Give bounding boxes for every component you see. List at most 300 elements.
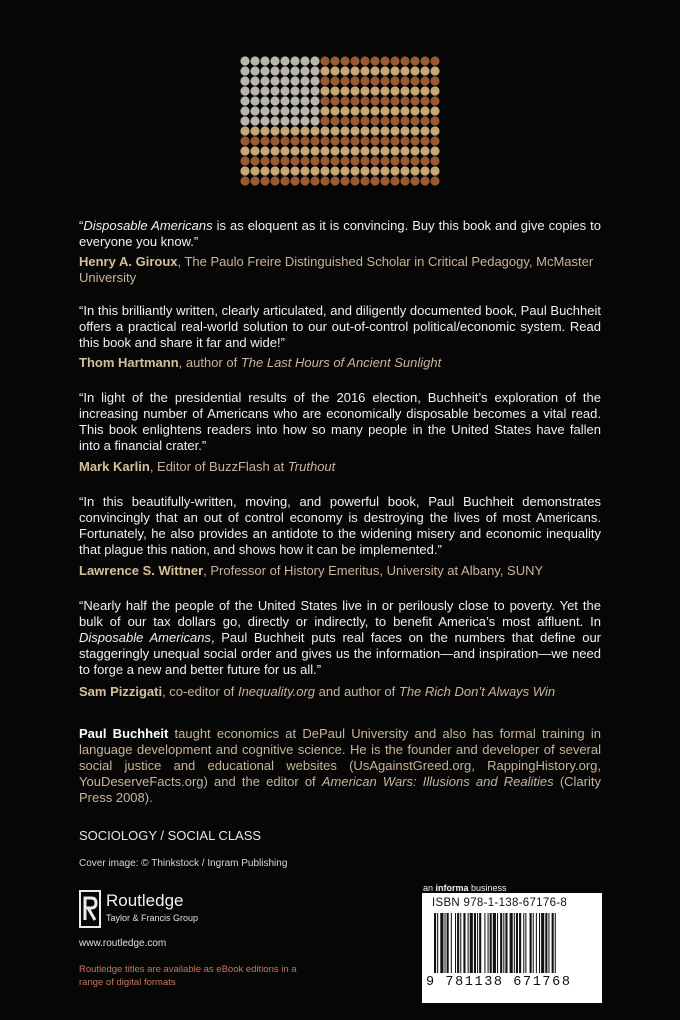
coin-penny <box>390 76 399 85</box>
coin-penny <box>390 136 399 145</box>
coin-penny <box>260 176 269 185</box>
coin-penny <box>420 166 429 175</box>
coin-penny <box>430 96 439 105</box>
barcode-bar <box>451 913 452 973</box>
coin-penny <box>400 76 409 85</box>
barcode-bar <box>545 913 547 973</box>
coin-penny <box>330 106 339 115</box>
coin-penny <box>350 156 359 165</box>
coin-penny <box>370 136 379 145</box>
coin-penny <box>380 106 389 115</box>
coin-penny <box>370 166 379 175</box>
coin-penny <box>430 176 439 185</box>
coin-penny <box>330 86 339 95</box>
coin-penny <box>400 136 409 145</box>
coin-penny <box>340 66 349 75</box>
coin-penny <box>350 96 359 105</box>
coin-penny <box>240 136 249 145</box>
coin-dime <box>240 116 249 125</box>
coin-penny <box>380 116 389 125</box>
coin-dime <box>260 86 269 95</box>
coin-penny <box>400 146 409 155</box>
coin-penny <box>400 156 409 165</box>
coin-penny <box>330 176 339 185</box>
barcode-bar <box>490 913 492 973</box>
coin-penny <box>420 116 429 125</box>
coin-penny <box>240 176 249 185</box>
barcode-bar <box>447 913 449 973</box>
coin-penny <box>410 66 419 75</box>
coin-penny <box>400 56 409 65</box>
coin-flag-image <box>240 56 440 188</box>
coin-penny <box>430 56 439 65</box>
coin-penny <box>420 156 429 165</box>
coin-penny <box>360 156 369 165</box>
barcode-bar <box>468 913 469 973</box>
coin-dime <box>290 56 299 65</box>
coin-penny <box>330 146 339 155</box>
coin-penny <box>270 126 279 135</box>
coin-penny <box>310 166 319 175</box>
coin-dime <box>260 56 269 65</box>
coin-penny <box>320 106 329 115</box>
coin-penny <box>420 96 429 105</box>
routledge-emblem-icon <box>79 890 101 928</box>
coin-dime <box>300 76 309 85</box>
subject-category: SOCIOLOGY / SOCIAL CLASS <box>79 828 262 843</box>
coin-penny <box>340 126 349 135</box>
coin-penny <box>320 126 329 135</box>
coin-penny <box>370 66 379 75</box>
coin-penny <box>370 86 379 95</box>
barcode-bar <box>493 913 496 973</box>
coin-penny <box>410 136 419 145</box>
coin-penny <box>240 156 249 165</box>
coin-penny <box>430 76 439 85</box>
coin-penny <box>330 96 339 105</box>
coin-penny <box>420 176 429 185</box>
coin-penny <box>280 146 289 155</box>
coin-dime <box>290 76 299 85</box>
coin-penny <box>430 156 439 165</box>
coin-penny <box>390 126 399 135</box>
barcode-bar <box>460 913 461 973</box>
coin-dime <box>310 106 319 115</box>
barcode-bar <box>463 913 465 973</box>
coin-penny <box>260 126 269 135</box>
coin-penny <box>260 136 269 145</box>
coin-penny <box>390 86 399 95</box>
coin-dime <box>270 86 279 95</box>
barcode-bar <box>523 913 524 973</box>
coin-penny <box>320 86 329 95</box>
barcode-bar <box>539 913 540 973</box>
coin-penny <box>340 156 349 165</box>
coin-dime <box>240 66 249 75</box>
coin-penny <box>390 66 399 75</box>
coin-penny <box>320 96 329 105</box>
coin-penny <box>270 146 279 155</box>
coin-penny <box>370 116 379 125</box>
coin-penny <box>290 126 299 135</box>
coin-penny <box>350 176 359 185</box>
coin-penny <box>410 146 419 155</box>
barcode-bar <box>519 913 521 973</box>
coin-penny <box>330 76 339 85</box>
coin-penny <box>260 156 269 165</box>
coin-dime <box>280 86 289 95</box>
coin-penny <box>280 136 289 145</box>
coin-penny <box>250 126 259 135</box>
barcode-bar <box>484 913 485 973</box>
coin-penny <box>430 66 439 75</box>
coin-penny <box>360 136 369 145</box>
coin-penny <box>350 106 359 115</box>
coin-penny <box>280 166 289 175</box>
coin-penny <box>240 146 249 155</box>
coin-penny <box>360 56 369 65</box>
coin-penny <box>260 146 269 155</box>
coin-penny <box>360 106 369 115</box>
coin-penny <box>380 176 389 185</box>
coin-penny <box>260 166 269 175</box>
ebook-note: Routledge titles are available as eBook editions in a range of digital formats <box>79 964 297 988</box>
coin-penny <box>390 116 399 125</box>
publisher-logo <box>79 890 239 930</box>
coin-penny <box>380 166 389 175</box>
coin-penny <box>290 166 299 175</box>
coin-dime <box>300 66 309 75</box>
coin-penny <box>420 76 429 85</box>
coin-penny <box>280 176 289 185</box>
coin-penny <box>320 146 329 155</box>
coin-dime <box>280 96 289 105</box>
barcode-bar <box>440 913 443 973</box>
coin-penny <box>320 56 329 65</box>
coin-dime <box>250 86 259 95</box>
coin-dime <box>280 56 289 65</box>
coin-penny <box>400 126 409 135</box>
coin-penny <box>420 136 429 145</box>
coin-penny <box>300 176 309 185</box>
coin-penny <box>310 136 319 145</box>
barcode-bar <box>533 913 534 973</box>
coin-penny <box>400 66 409 75</box>
coin-penny <box>320 66 329 75</box>
coin-penny <box>320 136 329 145</box>
coin-penny <box>350 56 359 65</box>
coin-penny <box>430 146 439 155</box>
barcode-bar <box>530 913 532 973</box>
coin-dime <box>300 96 309 105</box>
coin-penny <box>410 156 419 165</box>
coin-penny <box>340 96 349 105</box>
barcode-bar <box>470 913 473 973</box>
coin-dime <box>260 66 269 75</box>
coin-penny <box>370 146 379 155</box>
coin-penny <box>420 146 429 155</box>
coin-dime <box>260 76 269 85</box>
coin-penny <box>410 76 419 85</box>
coin-penny <box>380 136 389 145</box>
coin-penny <box>370 106 379 115</box>
coin-penny <box>340 106 349 115</box>
coin-penny <box>430 136 439 145</box>
coin-penny <box>390 106 399 115</box>
coin-dime <box>290 116 299 125</box>
barcode-bars <box>434 913 592 973</box>
coin-penny <box>430 116 439 125</box>
coin-penny <box>340 76 349 85</box>
coin-penny <box>360 166 369 175</box>
coin-penny <box>430 106 439 115</box>
coin-dime <box>310 66 319 75</box>
coin-penny <box>330 136 339 145</box>
coin-penny <box>370 96 379 105</box>
coin-dime <box>250 56 259 65</box>
barcode-bar <box>525 913 526 973</box>
quote-hartmann: “In this brilliantly written, clearly articulated, and diligently documented book, Paul Buchheit offers a practical real-world solution to our out-of-control political/economic system. Read this book and share it far and wide!” <box>79 303 601 350</box>
barcode-bar <box>505 913 507 973</box>
coin-penny <box>380 126 389 135</box>
coin-penny <box>420 126 429 135</box>
coin-penny <box>330 116 339 125</box>
coin-penny <box>340 146 349 155</box>
coin-penny <box>390 96 399 105</box>
coin-penny <box>380 86 389 95</box>
coin-penny <box>350 126 359 135</box>
barcode-bar <box>516 913 518 973</box>
coin-penny <box>310 176 319 185</box>
coin-dime <box>250 96 259 105</box>
quote-giroux: “Disposable Americans is as eloquent as it is convincing. Buy this book and give copies to everyone you know.” <box>79 218 602 249</box>
coin-dime <box>240 56 249 65</box>
coin-dime <box>240 76 249 85</box>
coin-penny <box>400 176 409 185</box>
barcode-bar <box>541 913 544 973</box>
coin-dime <box>300 86 309 95</box>
coin-penny <box>410 166 419 175</box>
coin-penny <box>250 136 259 145</box>
coin-dime <box>310 76 319 85</box>
coin-penny <box>380 56 389 65</box>
coin-penny <box>310 156 319 165</box>
coin-dime <box>260 96 269 105</box>
barcode-bar <box>455 913 456 973</box>
isbn-number: ISBN 978-1-138-67176-8 <box>432 897 568 909</box>
coin-dime <box>240 106 249 115</box>
coin-penny <box>350 76 359 85</box>
coin-penny <box>290 156 299 165</box>
coin-dime <box>250 116 259 125</box>
coin-dime <box>300 106 309 115</box>
coin-penny <box>360 96 369 105</box>
coin-penny <box>400 86 409 95</box>
coin-penny <box>240 166 249 175</box>
coin-penny <box>410 116 419 125</box>
coin-penny <box>320 166 329 175</box>
coin-penny <box>280 126 289 135</box>
coin-penny <box>420 56 429 65</box>
coin-dime <box>270 66 279 75</box>
coin-penny <box>320 176 329 185</box>
coin-dime <box>270 116 279 125</box>
coin-penny <box>370 56 379 65</box>
coin-dime <box>280 66 289 75</box>
barcode-bar <box>445 913 446 973</box>
coin-penny <box>390 176 399 185</box>
coin-penny <box>250 166 259 175</box>
coin-dime <box>280 116 289 125</box>
coin-penny <box>430 166 439 175</box>
coin-penny <box>270 166 279 175</box>
coin-penny <box>340 176 349 185</box>
cover-credit: Cover image: © Thinkstock / Ingram Publishing <box>79 858 288 869</box>
coin-penny <box>380 146 389 155</box>
publisher-name: Routledge <box>106 891 184 910</box>
coin-dime <box>240 96 249 105</box>
author-bio: Paul Buchheit taught economics at DePaul University and also has formal training in language development and cognitive science. He is the founder and developer of several social justice and educational websites (UsAgainstGreed.org, RappingHistory.org, YouDeserveFacts.org) and the editor of American Wars: Illusions and Realities (Clarity Press 2008). <box>79 726 601 805</box>
coin-dime <box>250 66 259 75</box>
barcode-bar <box>497 913 498 973</box>
coin-penny <box>350 86 359 95</box>
coin-penny <box>310 146 319 155</box>
coin-penny <box>360 86 369 95</box>
barcode-bar <box>457 913 459 973</box>
coin-penny <box>290 176 299 185</box>
coin-penny <box>240 126 249 135</box>
coin-penny <box>360 116 369 125</box>
attribution-wittner: Lawrence S. Wittner, Professor of History Emeritus, University at Albany, SUNY <box>79 563 544 578</box>
isbn-barcode <box>422 893 602 1003</box>
coin-dime <box>290 66 299 75</box>
coin-penny <box>340 86 349 95</box>
barcode-bar <box>548 913 549 973</box>
coin-dime <box>300 56 309 65</box>
quote-karlin: “In light of the presidential results of the 2016 election, Buchheit’s exploration of the increasing number of Americans who are economically disposable becomes a vital read. This book enlightens readers into how so many people in the United States have fallen into a financial crater.” <box>79 390 601 453</box>
coin-penny <box>250 156 259 165</box>
coin-penny <box>350 146 359 155</box>
coin-penny <box>360 126 369 135</box>
coin-penny <box>350 166 359 175</box>
coin-penny <box>320 116 329 125</box>
coin-penny <box>360 76 369 85</box>
coin-penny <box>270 156 279 165</box>
attribution-hartmann: Thom Hartmann, author of The Last Hours of Ancient Sunlight <box>79 355 442 370</box>
coin-penny <box>380 156 389 165</box>
coin-penny <box>410 176 419 185</box>
coin-penny <box>420 106 429 115</box>
coin-penny <box>410 106 419 115</box>
coin-penny <box>380 66 389 75</box>
coin-penny <box>360 66 369 75</box>
barcode-bar <box>500 913 502 973</box>
coin-penny <box>420 66 429 75</box>
coin-penny <box>320 156 329 165</box>
coin-penny <box>350 116 359 125</box>
coin-penny <box>300 126 309 135</box>
coin-penny <box>400 116 409 125</box>
coin-penny <box>360 146 369 155</box>
coin-penny <box>360 176 369 185</box>
quote-wittner: “In this beautifully-written, moving, and powerful book, Paul Buchheit demonstrates convincingly that an out of control economy is destroying the lives of most Americans. Fortunately, he also provides an antidote to the widening misery and economic inequality that plague this nation, and shows how it can be implemented.” <box>79 494 601 557</box>
coin-penny <box>330 156 339 165</box>
informa-business-label: an informa business <box>423 883 507 893</box>
coin-penny <box>370 156 379 165</box>
coin-penny <box>250 176 259 185</box>
coin-penny <box>340 136 349 145</box>
coin-penny <box>350 136 359 145</box>
coin-penny <box>290 146 299 155</box>
coin-penny <box>250 146 259 155</box>
coin-penny <box>400 166 409 175</box>
barcode-bar <box>510 913 513 973</box>
attribution-karlin: Mark Karlin, Editor of BuzzFlash at Truthout <box>79 459 336 474</box>
barcode-digits: 9 781138 671768 <box>426 975 572 990</box>
coin-penny <box>410 126 419 135</box>
barcode-bar <box>555 913 556 973</box>
coin-penny <box>300 136 309 145</box>
barcode-bar <box>552 913 554 973</box>
coin-penny <box>320 76 329 85</box>
coin-penny <box>300 166 309 175</box>
coin-dime <box>310 56 319 65</box>
coin-penny <box>430 86 439 95</box>
barcode-bar <box>488 913 489 973</box>
coin-penny <box>410 56 419 65</box>
quote-pizzigati: “Nearly half the people of the United States live in or perilously close to poverty. Yet the bulk of our tax dollars go, directly or indirectly, to benefit America’s most affluent. In Disposable Americans, Paul Buchheit puts real faces on the numbers that define our staggeringly unequal social order and gives us the information—and inspiration—we need to forge a new and better future for us all.” <box>79 598 602 677</box>
barcode-bar <box>437 913 438 973</box>
barcode-bar <box>477 913 478 973</box>
coin-penny <box>280 156 289 165</box>
coin-penny <box>330 66 339 75</box>
coin-penny <box>370 76 379 85</box>
coin-penny <box>390 156 399 165</box>
coin-penny <box>350 66 359 75</box>
coin-penny <box>340 56 349 65</box>
coin-dime <box>280 76 289 85</box>
coin-penny <box>330 166 339 175</box>
coin-penny <box>300 146 309 155</box>
coin-dime <box>310 96 319 105</box>
barcode-bar <box>503 913 504 973</box>
coin-penny <box>330 126 339 135</box>
coin-penny <box>390 56 399 65</box>
coin-penny <box>430 126 439 135</box>
coin-penny <box>380 96 389 105</box>
coin-dime <box>250 76 259 85</box>
coin-penny <box>410 96 419 105</box>
coin-dime <box>290 96 299 105</box>
coin-dime <box>260 116 269 125</box>
coin-dime <box>310 116 319 125</box>
coin-penny <box>390 166 399 175</box>
coin-penny <box>330 56 339 65</box>
coin-dime <box>250 106 259 115</box>
coin-dime <box>260 106 269 115</box>
coin-dime <box>290 106 299 115</box>
publisher-website[interactable]: www.routledge.com <box>79 938 167 949</box>
barcode-bar <box>479 913 481 973</box>
coin-penny <box>400 96 409 105</box>
barcode-bar <box>474 913 476 973</box>
coin-penny <box>420 86 429 95</box>
coin-penny <box>410 86 419 95</box>
coin-penny <box>290 136 299 145</box>
coin-penny <box>300 156 309 165</box>
coin-dime <box>300 116 309 125</box>
coin-dime <box>310 86 319 95</box>
